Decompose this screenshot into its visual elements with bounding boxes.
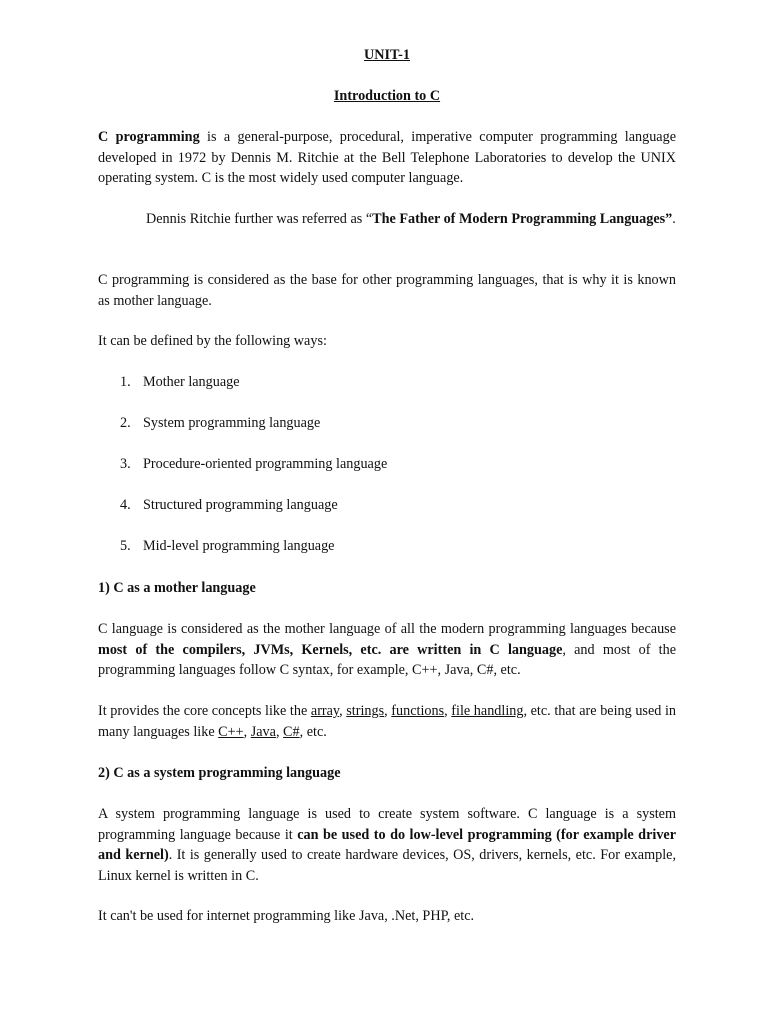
list-text: Structured programming language xyxy=(143,497,338,513)
list-number: 2. xyxy=(120,415,131,431)
list-item xyxy=(120,413,640,434)
s1p1-text-b: , and most of the programming languages follow C syntax, for example, C++, Java, C#, etc. xyxy=(98,641,676,678)
sep: , xyxy=(275,723,284,740)
sep: , xyxy=(339,703,347,719)
s2p1-text-b: . It is generally used to create hardware devices, OS, drivers, kernels, etc. For example, Linux kernel is written in C. xyxy=(98,847,676,884)
list-item xyxy=(120,536,640,557)
link-strings[interactable]: strings xyxy=(346,703,385,719)
section2-heading: 2) C as a system programming language xyxy=(98,765,341,781)
sep: , xyxy=(444,703,452,719)
section1-paragraph1 xyxy=(98,619,676,681)
section2-paragraph1 xyxy=(98,804,676,886)
page-title: UNIT-1 xyxy=(364,47,410,63)
intro-paragraph xyxy=(98,127,676,189)
link-cpp[interactable]: C++ xyxy=(218,723,244,740)
list-text: Mid-level programming language xyxy=(143,538,335,554)
list-item xyxy=(120,495,640,516)
s1p2-text-b: , etc. that are being used in many languages like xyxy=(98,703,676,740)
ritchie-bold: The Father of Modern Programming Languages” xyxy=(372,211,673,227)
link-functions[interactable]: functions xyxy=(391,703,445,719)
list-item xyxy=(120,454,640,475)
section1-heading: 1) C as a mother language xyxy=(98,580,256,596)
link-csharp[interactable]: C# xyxy=(283,723,300,740)
list-number: 5. xyxy=(120,538,131,554)
list-number: 3. xyxy=(120,456,131,472)
sep: , xyxy=(384,703,392,719)
page-subtitle: Introduction to C xyxy=(333,88,441,104)
base-paragraph: C programming is considered as the base for other programming languages, that is why it is known as mother language. xyxy=(98,272,676,309)
s1p2-text-a: It provides the core concepts like the xyxy=(98,703,311,719)
list-text: Mother language xyxy=(143,374,240,390)
ritchie-after: . xyxy=(672,211,676,227)
link-array[interactable]: array xyxy=(310,703,340,719)
link-file-handling[interactable]: file handling xyxy=(451,703,524,719)
list-number: 1. xyxy=(120,374,131,390)
list-number: 4. xyxy=(120,497,131,513)
list-text: Procedure-oriented programming language xyxy=(143,456,388,472)
section1-paragraph2 xyxy=(98,701,676,742)
intro-bold-lead: C programming xyxy=(98,129,200,145)
s1p2-text-c: , etc. xyxy=(299,723,327,740)
ritchie-paragraph xyxy=(98,209,676,230)
ritchie-before: Dennis Ritchie further was referred as “ xyxy=(146,211,373,227)
list-item xyxy=(120,372,640,393)
defined-intro: It can be defined by the following ways: xyxy=(98,333,327,349)
sep: , xyxy=(243,723,251,740)
s1p1-text-a: C language is considered as the mother language of all the modern programming languages because xyxy=(98,621,676,637)
section2-paragraph2: It can't be used for internet programming like Java, .Net, PHP, etc. xyxy=(98,908,475,924)
list-text: System programming language xyxy=(143,415,321,431)
intro-rest: is a general-purpose, procedural, imperative computer programming language developed in 1972 by Dennis M. Ritchie at the Bell Telephone Laboratories to develop the UNIX operating system. C is the most widely used computer language. xyxy=(98,129,676,186)
link-java[interactable]: Java xyxy=(250,723,276,740)
s1p1-bold: most of the compilers, JVMs, Kernels, etc. are written in C language xyxy=(98,641,563,658)
s2p1-bold: can be used to do low-level programming (for example driver and kernel) xyxy=(98,826,677,863)
s2p1-text-a: A system programming language is used to create system software. C language is a system programming language because it xyxy=(98,806,676,843)
